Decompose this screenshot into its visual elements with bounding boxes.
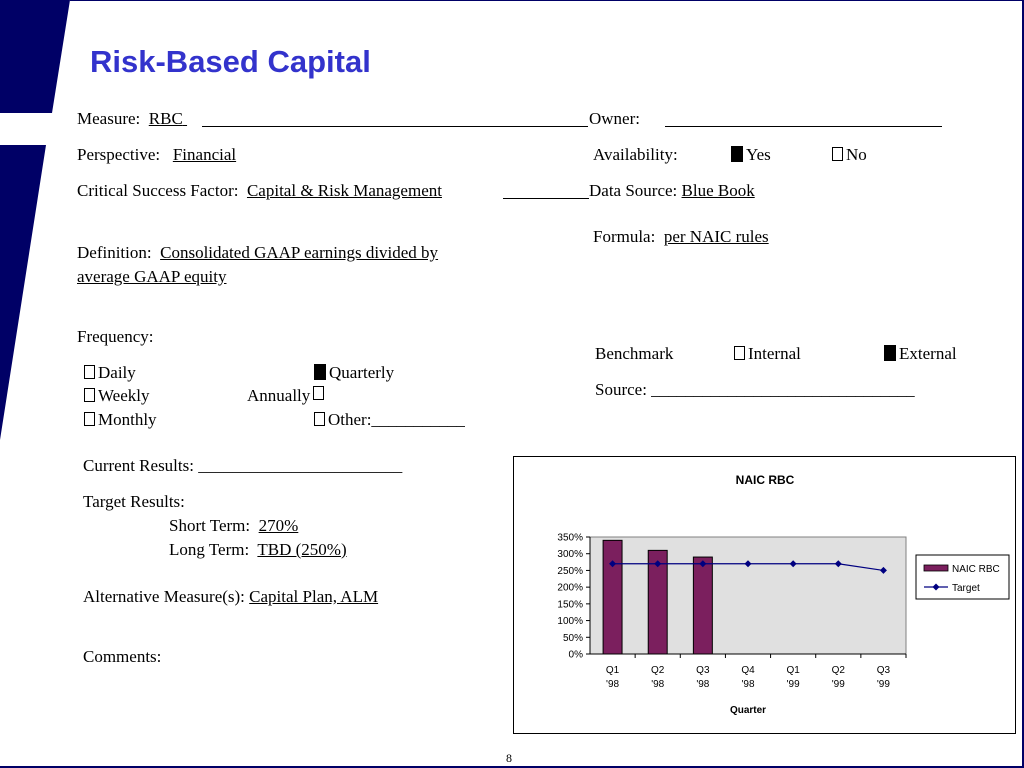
- x-tick-label: Q1: [605, 665, 620, 676]
- x-tick-label-year: '99: [786, 679, 800, 690]
- owner-label: Owner:: [589, 109, 640, 128]
- csf-label: Critical Success Factor:: [77, 181, 239, 200]
- alt-measure-row: [83, 587, 378, 607]
- freq-monthly-label: Monthly: [98, 410, 157, 429]
- target-results-label: Target Results:: [83, 492, 185, 511]
- definition-label: Definition:: [77, 243, 152, 262]
- y-tick-label: 250%: [557, 565, 583, 577]
- plot-area: [590, 537, 906, 654]
- x-tick-label: Q2: [651, 665, 665, 676]
- long-term-label: Long Term:: [169, 540, 250, 559]
- freq-annually-checkbox[interactable]: [313, 386, 327, 404]
- definition-row: [77, 243, 438, 263]
- y-tick-label: 300%: [557, 549, 583, 561]
- perspective-label: Perspective:: [77, 145, 161, 164]
- availability-no-label: No: [846, 145, 867, 164]
- freq-weekly-label: Weekly: [98, 386, 150, 405]
- benchmark-external-label: External: [899, 344, 957, 363]
- checkbox-unchecked-icon: [314, 412, 325, 426]
- freq-other-option[interactable]: [314, 410, 465, 430]
- x-tick-label-year: '99: [831, 679, 845, 690]
- navy-band-lower: [0, 145, 46, 440]
- freq-other-label: Other:___________: [328, 410, 465, 429]
- measure-row: [77, 109, 187, 129]
- current-results: Current Results: ________________________: [83, 456, 403, 475]
- page-number: 8: [506, 751, 512, 765]
- availability-no-option[interactable]: [832, 145, 867, 165]
- measure-blank-line: [202, 126, 588, 127]
- bar: [603, 540, 622, 654]
- freq-daily-option[interactable]: [84, 363, 136, 383]
- datasource-row: [589, 181, 755, 201]
- measure-underline: [183, 109, 187, 128]
- x-tick-label-year: '99: [876, 679, 890, 690]
- x-tick-label-year: '98: [696, 679, 710, 690]
- x-tick-label-year: '98: [741, 679, 755, 690]
- datasource-label: Data Source:: [589, 181, 678, 200]
- csf-row: [77, 181, 442, 201]
- y-tick-label: 50%: [562, 632, 583, 644]
- owner-blank-line: [665, 126, 942, 127]
- alt-measure-value: Capital Plan, ALM: [249, 587, 379, 606]
- perspective-row: [77, 145, 236, 165]
- csf-value: Capital & Risk Management: [246, 181, 442, 200]
- legend-label-naic-rbc: NAIC RBC: [952, 564, 1000, 575]
- availability-label: Availability:: [593, 145, 678, 164]
- x-tick-label-year: '98: [651, 679, 665, 690]
- freq-daily-label: Daily: [98, 363, 136, 382]
- y-tick-label: 350%: [557, 532, 583, 544]
- top-border: [70, 0, 1024, 1]
- comments-label: Comments:: [83, 647, 162, 666]
- measure-value: RBC: [148, 109, 183, 128]
- x-tick-label: Q3: [876, 665, 891, 676]
- short-term-row: [169, 516, 298, 536]
- x-axis-label: Quarter: [729, 705, 767, 716]
- checkbox-checked-icon: [884, 345, 896, 361]
- checkbox-unchecked-icon: [84, 365, 95, 379]
- freq-quarterly-option[interactable]: [314, 363, 394, 383]
- x-tick-label: Q3: [696, 665, 710, 676]
- y-tick-label: 100%: [557, 616, 583, 628]
- alt-measure-label: Alternative Measure(s):: [83, 587, 245, 606]
- left-decoration: [0, 0, 80, 768]
- checkbox-unchecked-icon: [313, 386, 324, 400]
- y-tick-label: 200%: [557, 582, 583, 594]
- freq-weekly-option[interactable]: [84, 386, 150, 406]
- perspective-value: Financial: [172, 145, 237, 164]
- checkbox-unchecked-icon: [84, 412, 95, 426]
- availability-yes-label: Yes: [746, 145, 771, 164]
- navy-band-top: [0, 0, 70, 113]
- freq-monthly-option[interactable]: [84, 410, 157, 430]
- freq-annually-label: Annually: [247, 386, 311, 405]
- datasource-value: Blue Book: [681, 181, 755, 200]
- definition-line1: Consolidated GAAP earnings divided by: [160, 243, 439, 262]
- checkbox-unchecked-icon: [734, 346, 745, 360]
- checkbox-checked-icon: [731, 146, 743, 162]
- checkbox-checked-icon: [314, 364, 326, 380]
- chart-title: NAIC RBC: [735, 473, 795, 487]
- formula-value: per NAIC rules: [663, 227, 769, 246]
- benchmark-label: Benchmark: [595, 344, 674, 363]
- csf-blank-line: [503, 198, 589, 199]
- formula-label: Formula:: [593, 227, 656, 246]
- freq-quarterly-label: Quarterly: [329, 363, 395, 382]
- measure-label: Measure:: [77, 109, 141, 128]
- source-field: Source: _______________________________: [595, 380, 915, 399]
- definition-line2: average GAAP equity: [77, 267, 227, 286]
- benchmark-internal-label: Internal: [748, 344, 801, 363]
- chart-frame: [513, 456, 1016, 734]
- benchmark-internal-option[interactable]: [734, 344, 801, 364]
- long-term-row: [169, 540, 347, 560]
- x-tick-label: Q4: [741, 665, 755, 676]
- x-tick-label-year: '98: [606, 679, 620, 690]
- freq-annually-option[interactable]: [247, 386, 310, 406]
- frequency-label: Frequency:: [77, 327, 154, 346]
- long-term-value: TBD (250%): [257, 540, 347, 559]
- legend-bar-swatch: [924, 565, 948, 571]
- short-term-label: Short Term:: [169, 516, 251, 535]
- availability-yes-option[interactable]: [731, 145, 771, 165]
- short-term-value: 270%: [258, 516, 299, 535]
- y-tick-label: 0%: [568, 649, 583, 661]
- legend-label-target: Target: [952, 583, 980, 594]
- formula-row: [593, 227, 769, 247]
- naic-rbc-chart: [514, 457, 1015, 733]
- y-tick-label: 150%: [557, 599, 583, 611]
- page-title: Risk-Based Capital: [90, 44, 371, 79]
- checkbox-unchecked-icon: [84, 388, 95, 402]
- benchmark-external-option[interactable]: [884, 344, 957, 364]
- x-tick-label: Q1: [786, 665, 800, 676]
- x-tick-label: Q2: [831, 665, 845, 676]
- checkbox-unchecked-icon: [832, 147, 843, 161]
- bar: [693, 557, 712, 654]
